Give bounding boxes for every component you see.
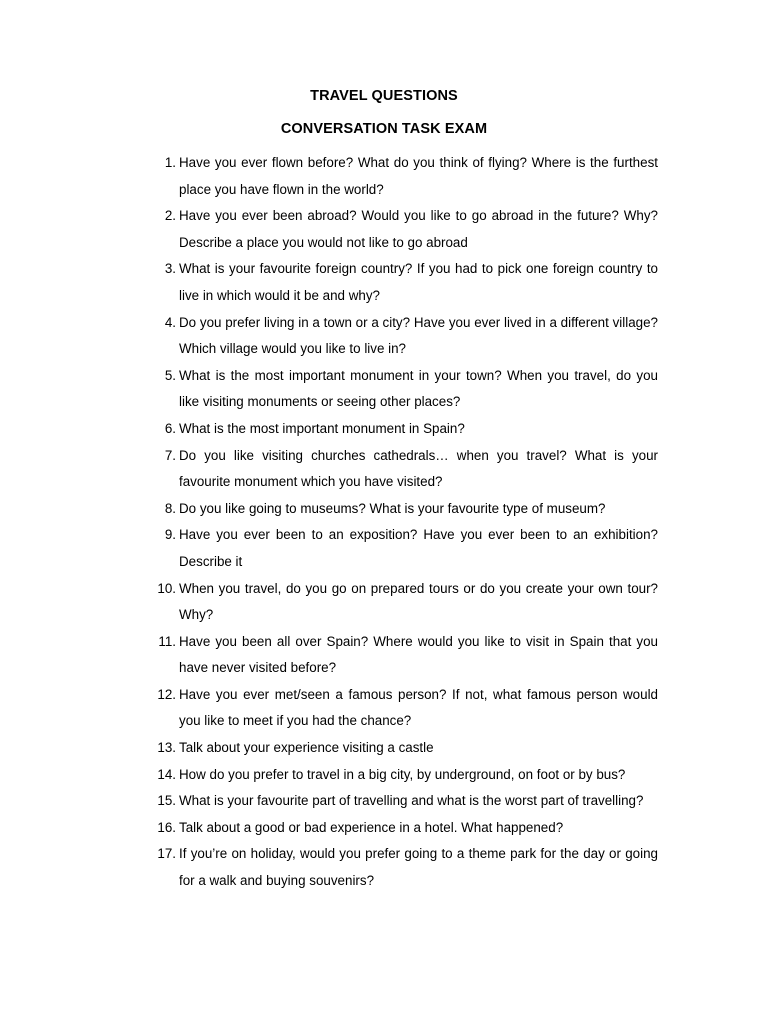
- question-text: Talk about your experience visiting a castle: [179, 740, 434, 756]
- question-text: If you’re on holiday, would you prefer going to a theme park for the day or going for a walk and buying souvenirs?: [179, 846, 658, 889]
- question-text: Do you like visiting churches cathedrals… when you travel? What is your favourite monument which you have visited?: [179, 447, 658, 490]
- question-item: [150, 416, 658, 443]
- question-number: 15.: [157, 793, 176, 809]
- question-list: [150, 150, 658, 895]
- question-number: 11.: [158, 633, 176, 649]
- question-text: Do you like going to museums? What is your favourite type of museum?: [179, 500, 606, 516]
- question-number: 17.: [157, 846, 176, 862]
- question-item: [150, 443, 658, 496]
- question-item: [150, 310, 658, 363]
- question-text: Have you ever met/seen a famous person? If not, what famous person would you like to meet if you had the chance?: [179, 686, 658, 729]
- question-number: 7.: [164, 447, 176, 463]
- question-item: [150, 150, 658, 203]
- question-number: 6.: [164, 420, 176, 436]
- question-item: [150, 629, 658, 682]
- question-item: [150, 788, 658, 815]
- question-text: How do you prefer to travel in a big city, by underground, on foot or by bus?: [179, 766, 626, 782]
- question-text: Have you ever been to an exposition? Have you ever been to an exhibition? Describe it: [179, 527, 658, 569]
- question-text: What is the most important monument in your town? When you travel, do you like visiting monuments or seeing other places?: [179, 367, 658, 410]
- question-text: Have you ever been abroad? Would you like to go abroad in the future? Why? Describe a place you would not like to go abroad: [179, 208, 658, 250]
- question-item: [150, 841, 658, 894]
- question-item: [150, 682, 658, 735]
- question-number: 2.: [164, 208, 176, 224]
- question-item: [150, 735, 658, 762]
- document-subtitle: CONVERSATION TASK EXAM: [280, 121, 488, 137]
- question-text: Have you ever flown before? What do you think of flying? Where is the furthest place you have flown in the world?: [179, 155, 658, 197]
- question-number: 9.: [164, 527, 176, 543]
- question-text: Talk about a good or bad experience in a hotel. What happened?: [179, 819, 564, 835]
- question-number: 10.: [157, 580, 176, 596]
- question-text: What is your favourite part of travelling and what is the worst part of travelling?: [179, 793, 644, 809]
- question-item: [150, 496, 658, 523]
- document-title: TRAVEL QUESTIONS: [310, 88, 458, 104]
- question-text: Have you been all over Spain? Where would you like to visit in Spain that you have never visited before?: [179, 633, 658, 676]
- question-number: 5.: [164, 367, 176, 383]
- question-number: 14.: [157, 766, 176, 782]
- question-number: 12.: [157, 686, 176, 702]
- question-item: [150, 203, 658, 256]
- question-number: 4.: [164, 314, 176, 330]
- question-number: 1.: [164, 155, 176, 170]
- question-item: [150, 815, 658, 842]
- question-number: 13.: [157, 740, 176, 756]
- question-text: Do you prefer living in a town or a city? Have you ever lived in a different village? Which village would you like to live in?: [179, 314, 658, 357]
- question-number: 8.: [164, 500, 176, 516]
- question-item: [150, 762, 658, 789]
- question-item: [150, 522, 658, 575]
- question-text: What is your favourite foreign country? If you had to pick one foreign country to live in which would it be and why?: [179, 261, 658, 303]
- question-text: What is the most important monument in Spain?: [179, 420, 465, 436]
- question-item: [150, 363, 658, 416]
- question-item: [150, 576, 658, 629]
- question-text: When you travel, do you go on prepared tours or do you create your own tour? Why?: [179, 580, 658, 623]
- question-number: 3.: [164, 261, 176, 277]
- question-item: [150, 256, 658, 309]
- question-number: 16.: [157, 819, 176, 835]
